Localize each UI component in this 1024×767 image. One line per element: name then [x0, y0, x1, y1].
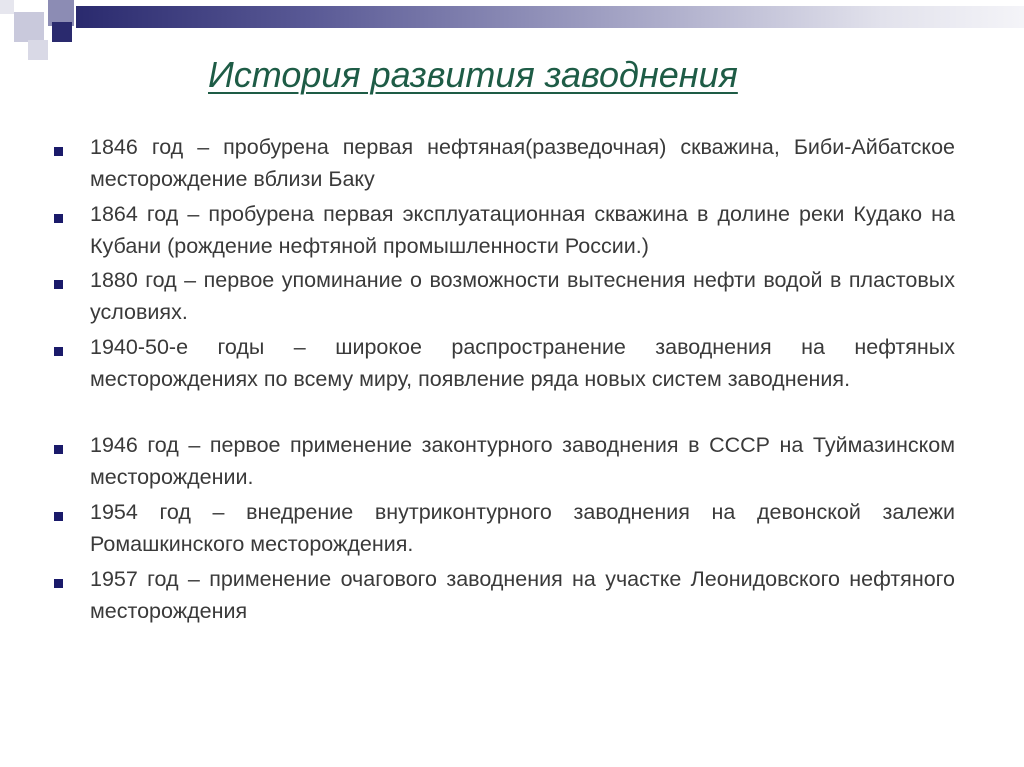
list-item-text: 1880 год – первое упоминание о возможности вытеснения нефти водой в пластовых условиях.: [90, 268, 955, 324]
bullet-icon: [54, 445, 63, 454]
bullet-icon: [54, 347, 63, 356]
list-item-text: 1940-50-е годы – широкое распространение заводнения на нефтяных месторождениях по всему миру, появление ряда новых систем заводнения.: [90, 335, 955, 391]
list-item: [90, 331, 955, 395]
list-item-text: 1864 год – пробурена первая эксплуатационная скважина в долине реки Кудако на Кубани (рождение нефтяной промышленности России.): [90, 202, 955, 258]
slide-title: История развития заводнения: [208, 54, 738, 95]
list-item: [90, 429, 955, 493]
list-item: [90, 131, 955, 195]
bullet-icon: [54, 214, 63, 223]
bullet-icon: [54, 147, 63, 156]
decor-square-light-small: [28, 40, 48, 60]
decor-square-mid-small: [0, 0, 14, 14]
bullet-icon: [54, 512, 63, 521]
list-item-text: 1957 год – применение очагового заводнения на участке Леонидовского нефтяного месторождения: [90, 567, 955, 623]
list-item-text: 1846 год – пробурена первая нефтяная(разведочная) скважина, Биби-Айбатское месторождение вблизи Баку: [90, 135, 955, 191]
decor-square-dark: [52, 22, 72, 42]
list-item: [90, 264, 955, 328]
list-item: [90, 563, 955, 627]
bullet-icon: [54, 280, 63, 289]
bullet-icon: [54, 579, 63, 588]
decor-square-light: [14, 12, 44, 42]
list-item-text: 1954 год – внедрение внутриконтурного заводнения на девонской залежи Ромашкинского месторождения.: [90, 500, 955, 556]
list-item: [90, 198, 955, 262]
header-gradient-bar: [76, 6, 1024, 28]
list-item: [90, 496, 955, 560]
list-item-text: 1946 год – первое применение законтурного заводнения в СССР на Туймазинском месторождении.: [90, 433, 955, 489]
